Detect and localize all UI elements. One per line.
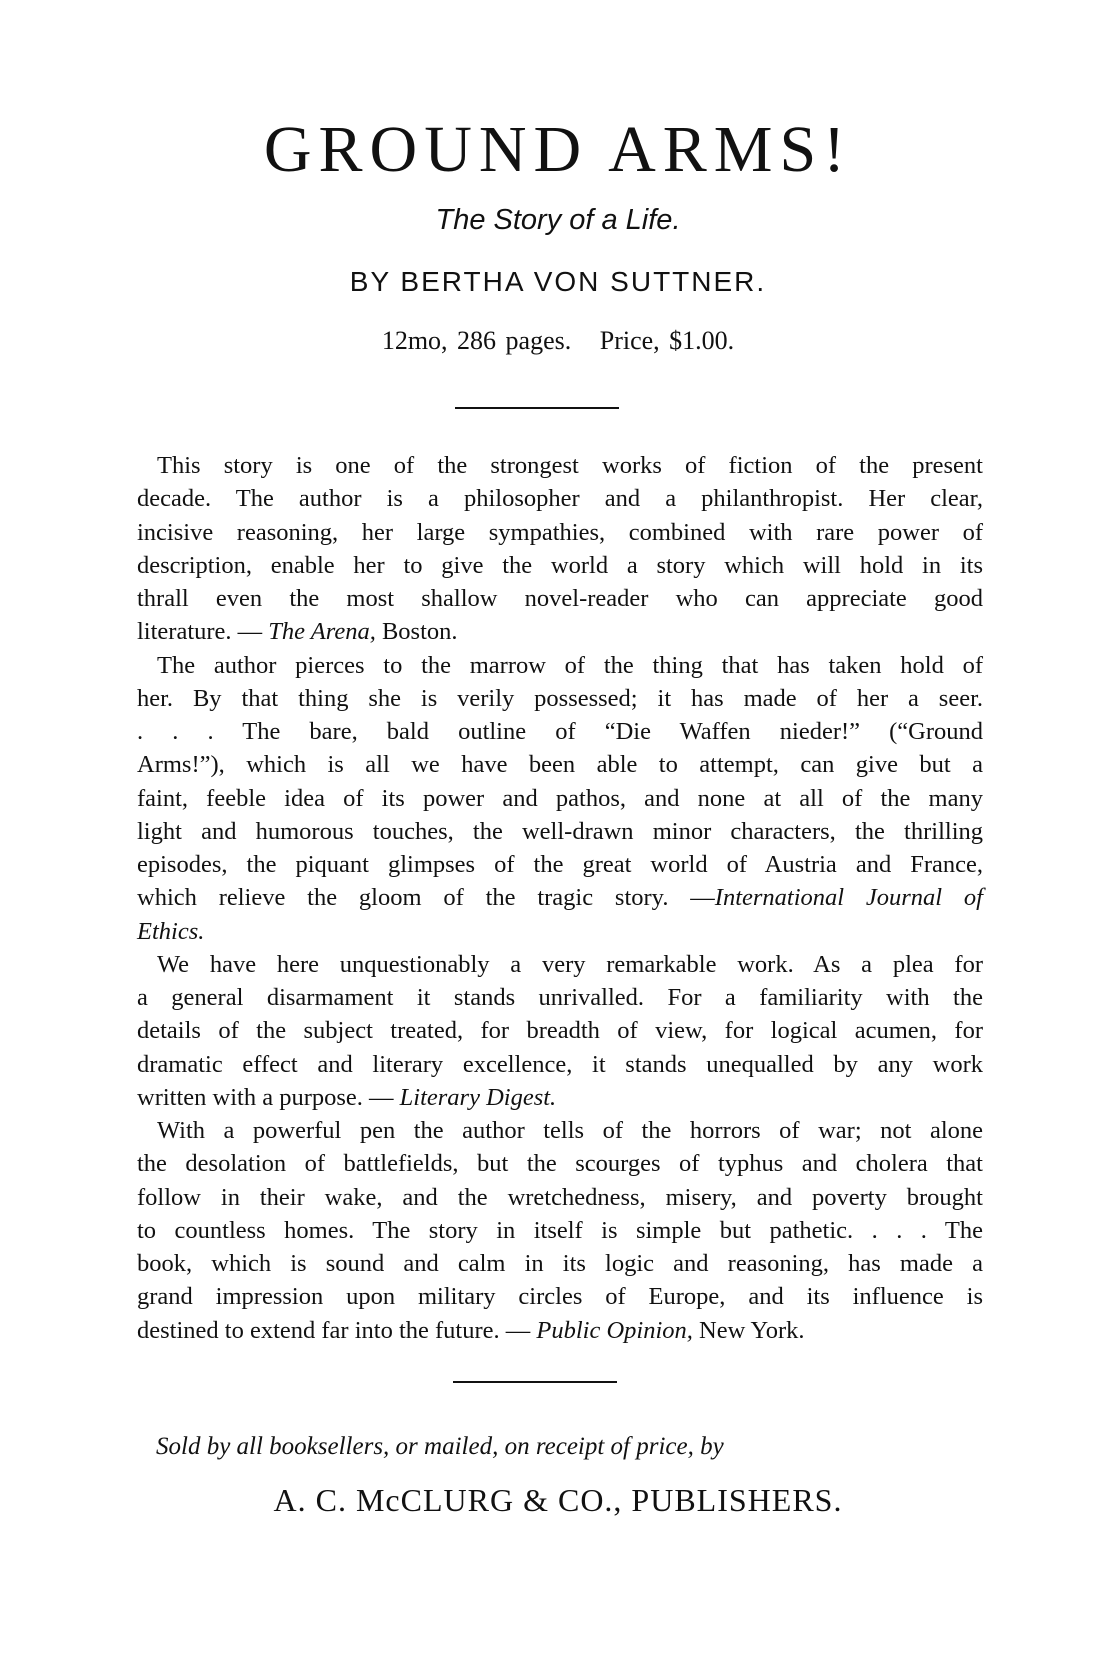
divider-bottom <box>453 1381 617 1383</box>
book-subtitle: The Story of a Life. <box>435 204 681 236</box>
text-segment: a general disarmament it stands unrivalled. For a familiarity with the <box>137 984 983 1011</box>
text-line <box>137 1314 983 1347</box>
text-segment: incisive reasoning, her large sympathies, combined with rare power of <box>137 518 983 546</box>
text-segment: This story is one of the strongest works of fiction of the present <box>157 452 983 479</box>
text-line <box>137 682 983 715</box>
text-line <box>137 748 983 781</box>
source-citation: International Journal of <box>714 884 983 912</box>
text-line <box>137 482 983 515</box>
sold-by-line: Sold by all booksellers, or mailed, on receipt of price, by <box>156 1433 724 1460</box>
text-segment: her. By that thing she is verily possessed; it has made of her a seer. <box>137 684 983 712</box>
reviews-body <box>137 449 983 1347</box>
book-author: BY BERTHA VON SUTTNER. <box>349 266 767 297</box>
text-segment: faint, feeble idea of its power and pathos, and none at all of the many <box>137 784 983 812</box>
text-segment: decade. The author is a philosopher and a philanthropist. Her clear, <box>137 485 983 513</box>
text-line <box>137 815 983 848</box>
text-segment: written with a purpose. — <box>137 1083 400 1111</box>
text-segment: dramatic effect and literary excellence, it stands unequalled by any work <box>137 1050 983 1078</box>
text-segment: to countless homes. The story in itself is simple but pathetic. . . . The <box>137 1216 983 1244</box>
text-line <box>137 881 983 914</box>
review-paragraph <box>137 948 983 1114</box>
source-citation: Literary Digest. <box>399 1083 557 1111</box>
text-line <box>137 1214 983 1247</box>
text-segment: light and humorous touches, the well-drawn minor characters, the thrilling <box>137 817 983 845</box>
text-segment: We have here unquestionably a very remarkable work. As a plea for <box>157 950 983 978</box>
publisher-line: A. C. McCLURG & CO., PUBLISHERS. <box>273 1482 843 1518</box>
text-line <box>137 1247 983 1280</box>
text-line <box>137 1114 983 1147</box>
source-citation: Public Opinion, <box>536 1316 693 1344</box>
text-segment: which relieve the gloom of the tragic story. — <box>137 884 715 912</box>
text-segment: thrall even the most shallow novel-reader who can appreciate good <box>137 585 983 612</box>
text-segment: the desolation of battlefields, but the scourges of typhus and cholera that <box>137 1150 983 1178</box>
book-title: GROUND ARMS! <box>263 113 853 186</box>
text-segment: destined to extend far into the future. — <box>137 1316 537 1344</box>
review-paragraph <box>137 649 983 948</box>
text-segment: With a powerful pen the author tells of the horrors of war; not alone <box>157 1117 983 1144</box>
text-segment: follow in their wake, and the wretchedness, misery, and poverty brought <box>137 1183 983 1211</box>
text-segment: Boston. <box>375 618 458 646</box>
review-paragraph <box>137 449 983 649</box>
text-line <box>137 948 983 981</box>
text-line <box>137 1181 983 1214</box>
text-line <box>137 1014 983 1047</box>
text-line <box>137 848 983 881</box>
text-segment: literature. — <box>137 618 269 646</box>
text-line <box>137 715 983 748</box>
text-segment: The author pierces to the marrow of the thing that has taken hold of <box>157 651 983 679</box>
source-citation: The Arena, <box>268 618 376 646</box>
text-line <box>137 1280 983 1313</box>
text-segment: Arms!”), which is all we have been able to attempt, can give but a <box>137 751 983 779</box>
text-segment: grand impression upon military circles of Europe, and its influence is <box>137 1283 983 1311</box>
text-line <box>137 981 983 1014</box>
text-line <box>137 1048 983 1081</box>
text-segment: New York. <box>692 1316 805 1344</box>
text-line <box>137 449 983 482</box>
text-segment: episodes, the piquant glimpses of the great world of Austria and France, <box>137 851 983 878</box>
text-line <box>137 649 983 682</box>
text-line <box>137 782 983 815</box>
price-line: 12mo, 286 pages. Price, $1.00. <box>381 326 735 355</box>
review-paragraph <box>137 1114 983 1347</box>
text-segment: book, which is sound and calm in its logic and reasoning, has made a <box>137 1250 983 1277</box>
text-line <box>137 549 983 582</box>
source-citation: Ethics. <box>137 917 205 945</box>
text-line <box>137 915 983 948</box>
text-line <box>137 516 983 549</box>
text-line <box>137 582 983 615</box>
text-segment: description, enable her to give the world a story which will hold in its <box>137 551 983 579</box>
text-line <box>137 615 983 648</box>
text-line <box>137 1147 983 1180</box>
text-segment: . . . The bare, bald outline of “Die Waffen nieder!” (“Ground <box>137 718 983 745</box>
text-line <box>137 1081 983 1114</box>
divider-top <box>455 407 619 409</box>
text-segment: details of the subject treated, for breadth of view, for logical acumen, for <box>137 1017 983 1045</box>
